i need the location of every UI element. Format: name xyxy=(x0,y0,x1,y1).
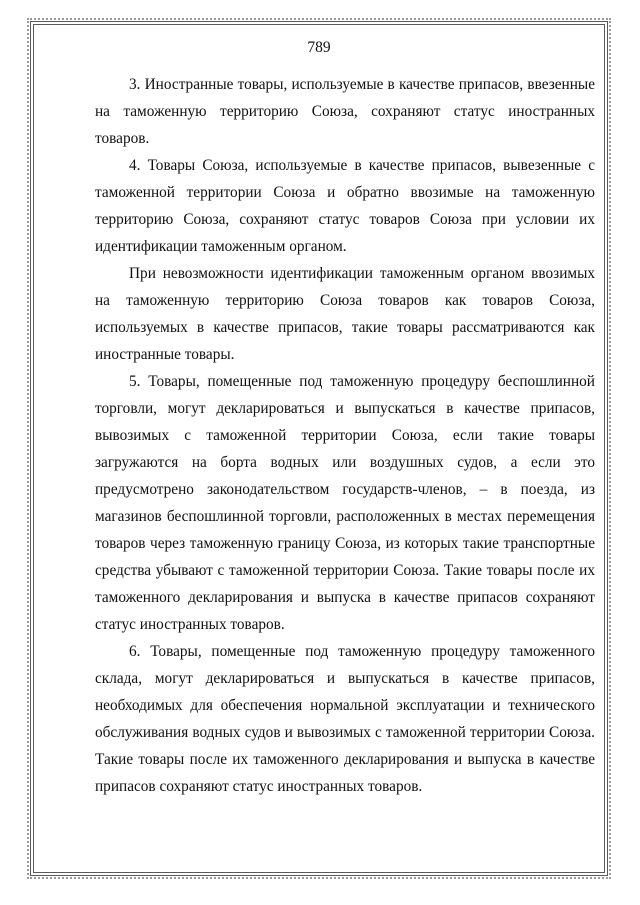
paragraph-item-5: 5. Товары, помещенные под таможенную процедуру беспошлинной торговли, могут декларироваться и выпускаться в качестве припасов, вывозимых с таможенной территории Союза, если такие товары загружаются на борта водных или воздушных судов, а если это предусмотрено законодательством государств-членов, – в поезда, из магазинов беспошлинной торговли, расположенных в местах перемещения товаров через таможенную границу Союза, из которых такие транспортные средства убывают с таможенной территории Союза. Такие товары после их таможенного декларирования и выпуска в качестве припасов сохраняют статус иностранных товаров. xyxy=(95,373,595,633)
paragraph-item-4: 4. Товары Союза, используемые в качестве припасов, вывезенные с таможенной территории Союза и обратно ввозимые на таможенную территорию Союза, сохраняют статус товаров Союза при условии их идентификации таможенным органом. xyxy=(95,157,595,255)
paragraph-identification: При невозможности идентификации таможенным органом ввозимых на таможенную территорию Союза товаров как товаров Союза, используемых в качестве припасов, такие товары рассматриваются как иностранные товары. xyxy=(95,265,595,363)
page-frame xyxy=(30,21,608,876)
paragraph-item-3: 3. Иностранные товары, используемые в качестве припасов, ввезенные на таможенную территорию Союза, сохраняют статус иностранных товаров. xyxy=(95,76,595,147)
document-body xyxy=(95,71,595,800)
paragraph-item-6: 6. Товары, помещенные под таможенную процедуру таможенного склада, могут декларироваться и выпускаться в качестве припасов, необходимых для обеспечения нормальной эксплуатации и технического обслуживания водных судов и вывозимых с таможенной территории Союза. Такие товары после их таможенного декларирования и выпуска в качестве припасов сохраняют статус иностранных товаров. xyxy=(95,643,595,795)
page-number: 789 xyxy=(307,39,331,56)
